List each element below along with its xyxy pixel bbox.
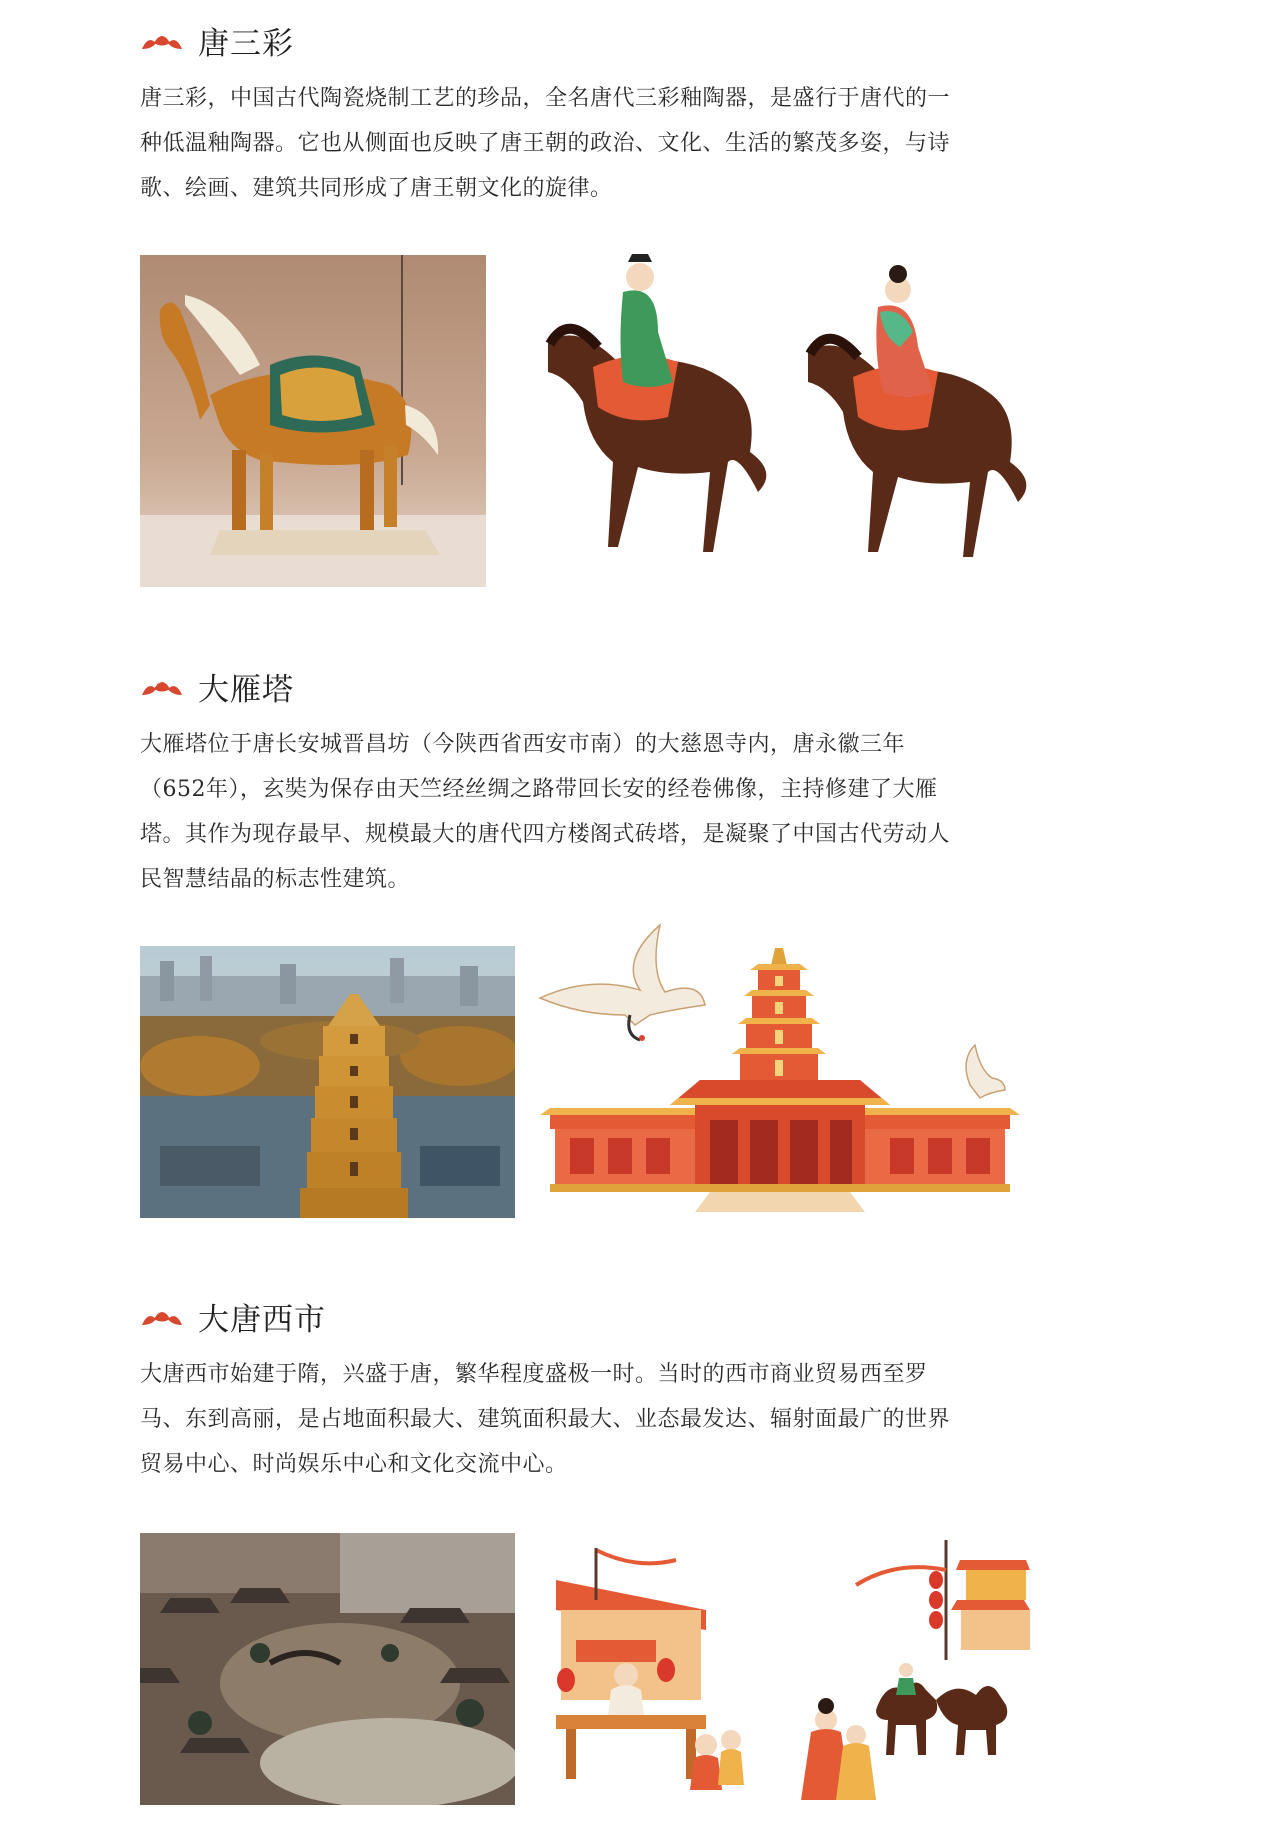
section-header [140, 664, 1140, 708]
section-tangsancai [140, 18, 1140, 211]
section-description: 大唐西市始建于隋，兴盛于唐，繁华程度盛极一时。当时的西市商业贸易西至罗马、东到高丽，是占地面积最大、建筑面积最大、业态最发达、辐射面最广的世界贸易中心、时尚娱乐中心和文化交流中心。 [140, 1362, 951, 1477]
section-header [140, 18, 1140, 62]
section-datangxishi [140, 1294, 1140, 1487]
red-cloud-logo-icon [140, 1305, 184, 1327]
section-header [140, 1294, 1140, 1338]
section-title: 大唐西市 [198, 1301, 326, 1338]
section-dayanta [140, 664, 1140, 902]
west-market-illustration [556, 1540, 1030, 1805]
red-cloud-logo-icon [140, 675, 184, 697]
tang-riders-illustration [528, 252, 1028, 587]
red-cloud-logo-icon [140, 29, 184, 51]
section-title: 大雁塔 [198, 671, 294, 708]
section-description: 大雁塔位于唐长安城晋昌坊（今陕西省西安市南）的大慈恩寺内，唐永徽三年（652年），玄奘为保存由天竺经丝绸之路带回长安的经卷佛像，主持修建了大雁塔。其作为现存最早、规模最大的唐代四方楼阁式砖塔，是凝聚了中国古代劳动人民智慧结晶的标志性建筑。 [140, 732, 951, 892]
west-market-diorama-photo [140, 1533, 515, 1805]
section-title: 唐三彩 [198, 25, 294, 62]
pagoda-cranes-illustration [530, 920, 1030, 1218]
section-description: 唐三彩，中国古代陶瓷烧制工艺的珍品，全名唐代三彩釉陶器，是盛行于唐代的一种低温釉陶器。它也从侧面也反映了唐王朝的政治、文化、生活的繁茂多姿，与诗歌、绘画、建筑共同形成了唐王朝文化的旋律。 [140, 86, 951, 201]
tricolor-horse-photo [140, 255, 486, 587]
pagoda-aerial-photo [140, 946, 515, 1218]
